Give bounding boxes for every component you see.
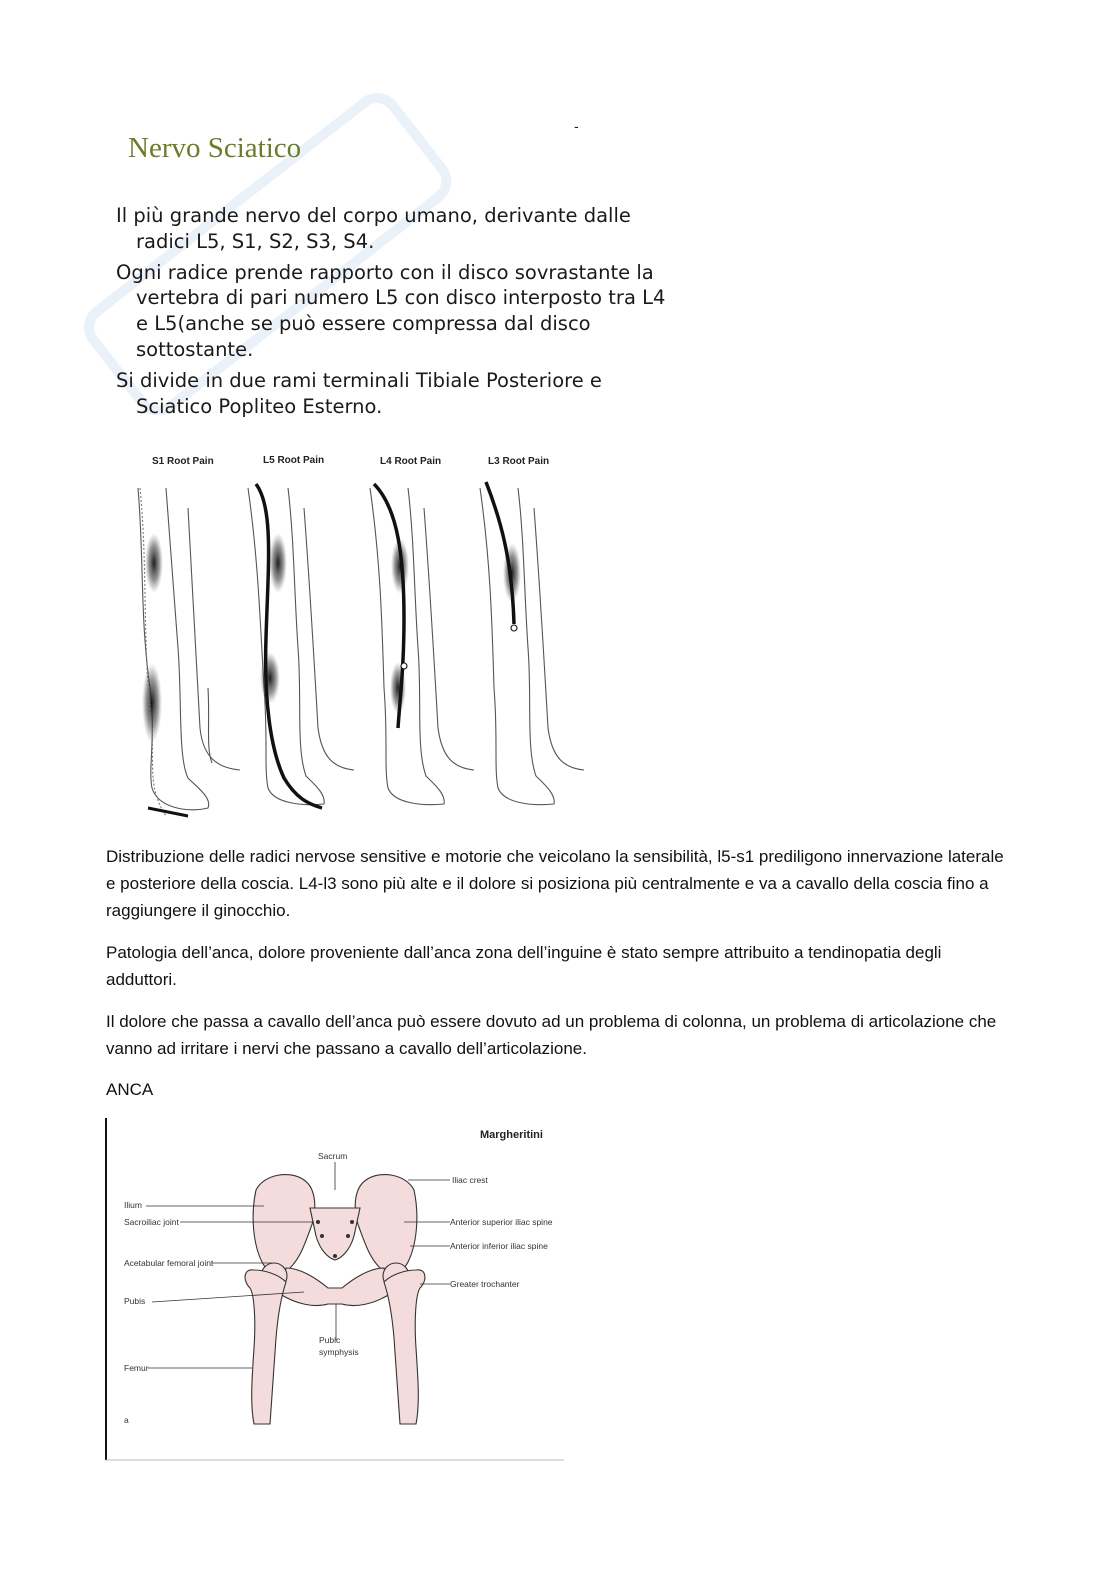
pelvis-bones xyxy=(245,1175,425,1424)
label-s1: S1 Root Pain xyxy=(152,456,214,467)
label-sacrum: Sacrum xyxy=(318,1151,348,1161)
label-l5: L5 Root Pain xyxy=(263,455,325,466)
label-l4: L4 Root Pain xyxy=(380,456,442,467)
leg-s1 xyxy=(138,488,240,816)
slide-paragraph: Ogni radice prende rapporto con il disco sovrastante la vertebra di pari numero L5 con disco interposto tra L4 e L5(anche se può essere compressa dal disco sottostante. xyxy=(116,260,666,361)
corner-mark: - xyxy=(574,118,579,134)
label-trochanter: Greater trochanter xyxy=(450,1279,520,1289)
label-iliac-crest: Iliac crest xyxy=(452,1175,488,1185)
label-symphysis-2: symphysis xyxy=(319,1347,359,1357)
label-asis: Anterior superior iliac spine xyxy=(450,1217,553,1227)
root-pain-figure xyxy=(108,448,598,832)
leg-l5 xyxy=(248,484,354,808)
leg-l4 xyxy=(370,484,474,805)
label-l3: L3 Root Pain xyxy=(488,456,550,467)
label-aiis: Anterior inferior iliac spine xyxy=(450,1241,548,1251)
slide-paragraph: Il più grande nervo del corpo umano, derivante dalle radici L5, S1, S2, S3, S4. xyxy=(116,204,631,253)
section-heading: ANCA xyxy=(106,1080,154,1099)
label-panel-letter: a xyxy=(124,1415,129,1425)
body-paragraph-1: Distribuzione delle radici nervose sensitive e motorie che veicolano la sensibilità, l5-s1 prediligono innervazione laterale e posteriore della coscia. L4-l3 sono più alte e il dolore si posiziona più centralmente e va a cavallo della coscia fino a raggiungere il ginocchio. xyxy=(106,847,1004,920)
label-ilium: Ilium xyxy=(124,1200,142,1210)
label-acetabular: Acetabular femoral joint xyxy=(124,1258,214,1268)
body-paragraph-2: Patologia dell’anca, dolore proveniente dall’anca zona dell’inguine è stato sempre attribuito a tendinopatia degli adduttori. xyxy=(106,943,942,989)
slide-text-block xyxy=(116,203,676,424)
pelvis-figure xyxy=(104,1118,566,1464)
slide-title: Nervo Sciatico xyxy=(128,132,302,164)
label-symphysis-1: Pubic xyxy=(319,1335,341,1345)
label-pubis: Pubis xyxy=(124,1296,146,1306)
credit-label: Margheritini xyxy=(480,1129,543,1141)
slide-paragraph: Si divide in due rami terminali Tibiale Posteriore e Sciatico Popliteo Esterno. xyxy=(116,368,602,418)
label-sacroiliac: Sacroiliac joint xyxy=(124,1217,179,1227)
label-femur: Femur xyxy=(124,1363,149,1373)
leg-l3 xyxy=(480,482,584,805)
body-paragraph-3: Il dolore che passa a cavallo dell’anca può essere dovuto ad un problema di colonna, un problema di articolazione che vanno ad irritare i nervi che passano a cavallo dell’articolazione. xyxy=(106,1012,997,1058)
